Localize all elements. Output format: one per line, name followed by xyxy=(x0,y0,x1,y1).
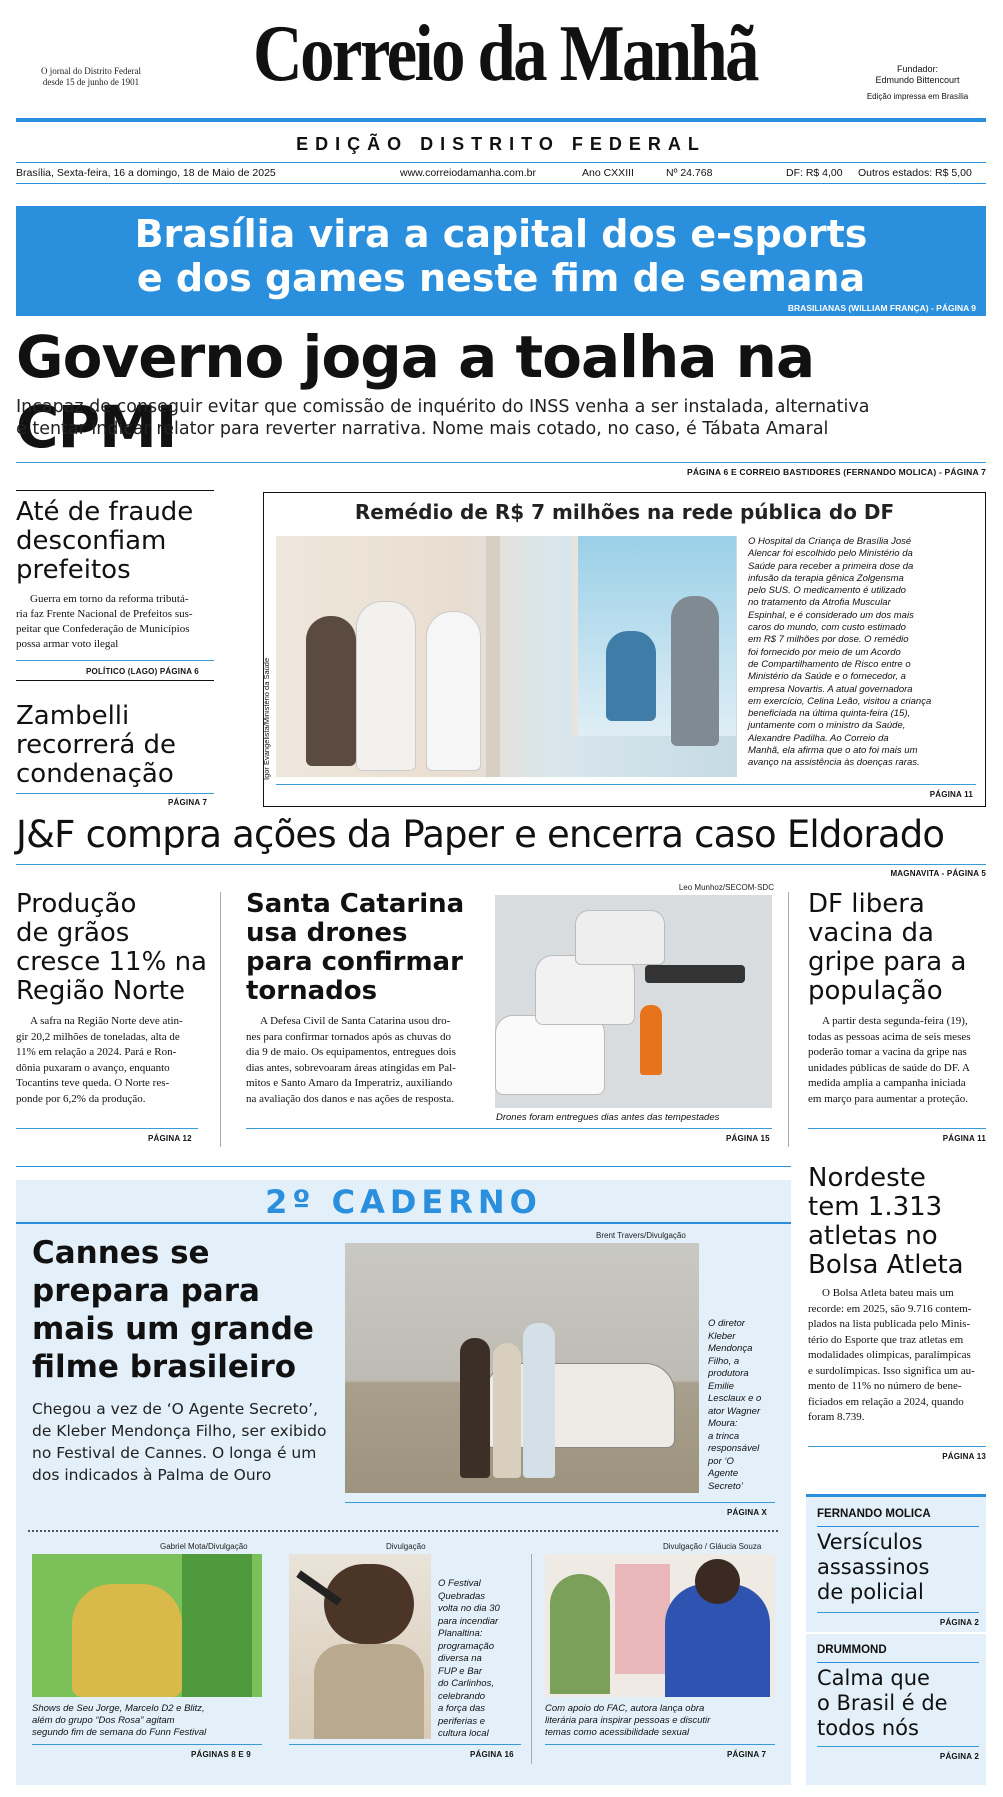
molica-ref[interactable]: PÁGINA 2 xyxy=(939,1618,979,1627)
photo-author-head xyxy=(695,1559,740,1604)
cannes-photo xyxy=(345,1243,699,1493)
fac-caption-l2: literária para inspirar pessoas e discutir xyxy=(545,1715,711,1726)
cannes-caption-l13: Agente xyxy=(708,1468,739,1479)
nordeste-headline-l3: atletas no xyxy=(808,1221,938,1251)
photo-illustration xyxy=(615,1564,670,1674)
remedio-caption-l19: avanço na assistência às doenças raras. xyxy=(748,757,920,769)
nordeste-body-l4: tério do Esporte que traz atletas em xyxy=(808,1333,964,1346)
molica-rule xyxy=(817,1612,979,1613)
zambelli-headline-l1: Zambelli xyxy=(16,701,130,731)
edition-label: EDIÇÃO DISTRITO FEDERAL xyxy=(296,134,706,154)
masthead-founder xyxy=(860,64,975,86)
photo-wall-frame xyxy=(486,536,500,777)
caderno-rule xyxy=(16,1222,791,1224)
fraude-headline-l2: desconfiam xyxy=(16,526,167,556)
cannes-caption-l5: produtora xyxy=(708,1368,749,1379)
quebradas-photo xyxy=(289,1554,431,1739)
fac-caption-l3: temas como acessibilidade sexual xyxy=(545,1727,690,1738)
zambelli-headline[interactable] xyxy=(16,702,216,789)
drones-credit: Leo Munhoz/SECOM-SDC xyxy=(678,883,774,892)
quebradas-caption-l5: Planaltina: xyxy=(438,1628,483,1639)
drones-photo xyxy=(495,895,772,1108)
quebradas-caption-l3: volta no dia 30 xyxy=(438,1603,500,1614)
zambelli-headline-l3: condenação xyxy=(16,759,174,789)
nordeste-body-l7: mento de 11% no número de bene- xyxy=(808,1380,962,1392)
nordeste-body-l6: e surdolímpicas. Isso significa um au- xyxy=(808,1364,975,1377)
fac-rule xyxy=(545,1744,775,1745)
cannes-deck-l3: no Festival de Cannes. O longa é um xyxy=(32,1444,317,1462)
cannes-ref[interactable]: PÁGINA X xyxy=(727,1508,767,1517)
cannes-headline[interactable] xyxy=(32,1234,352,1386)
fac-ref[interactable]: PÁGINA 7 xyxy=(727,1750,767,1759)
masthead-rule xyxy=(16,118,986,122)
vacina-headline-l4: população xyxy=(808,976,943,1006)
drones-body-l4: dias antes, sobrevoaram áreas atingidas em Pal- xyxy=(246,1061,456,1074)
fraude-headline[interactable] xyxy=(16,498,216,585)
remedio-photo xyxy=(276,536,737,777)
drummond-label-rule xyxy=(817,1662,979,1663)
graos-body-l4: dônia puxaram o avanço, enquanto xyxy=(16,1061,170,1074)
vacina-body-l1: A partir desta segunda-feira (19), xyxy=(822,1015,968,1027)
remedio-caption-l12: Ministério da Saúde e o fornecedor, a xyxy=(748,671,906,683)
column-divider-1 xyxy=(220,892,221,1147)
drones-headline-l2: usa drones xyxy=(246,918,408,948)
graos-body-l1: A safra na Região Norte deve atin- xyxy=(30,1015,183,1027)
drummond-rule xyxy=(817,1746,979,1747)
quebradas-rule xyxy=(289,1744,521,1745)
cannes-headline-l1: Cannes se xyxy=(32,1235,210,1271)
issue-date: Brasília, Sexta-feira, 16 a domingo, 18 de Maio de 2025 xyxy=(16,167,276,179)
banner-line2: e dos games neste fim de semana xyxy=(136,256,866,300)
fraude-body xyxy=(16,592,216,652)
cannes-headline-l3: mais um grande xyxy=(32,1311,314,1347)
column-divider-3 xyxy=(531,1554,532,1764)
cannes-caption-l1: O diretor xyxy=(708,1318,745,1329)
funn-caption-l3: segundo fim de semana do Funn Festival xyxy=(32,1727,207,1738)
drummond-label: DRUMMOND xyxy=(817,1644,887,1656)
remedio-caption-l15: beneficiada na última quinta-feira (15), xyxy=(748,708,911,720)
remedio-caption-l16: juntamente com o ministro da Saúde, xyxy=(748,720,906,732)
cannes-rule xyxy=(345,1502,775,1503)
drones-ref[interactable]: PÁGINA 15 xyxy=(726,1134,770,1143)
nordeste-body-l8: ficiados em relação a 2024, quando xyxy=(808,1395,964,1408)
lead-deck xyxy=(16,396,986,440)
graos-body-l2: gir 20,2 milhões de toneladas, alta de xyxy=(16,1030,180,1043)
cannes-caption-l12: por ‘O xyxy=(708,1455,734,1467)
remedio-rule xyxy=(276,784,976,785)
drummond-title[interactable] xyxy=(817,1666,982,1741)
nordeste-body-l5: modalidades olímpicas, paralímpicas xyxy=(808,1349,971,1361)
issue-info-bar xyxy=(16,166,986,182)
funn-rule xyxy=(32,1744,262,1745)
remedio-caption-l8: caros do mundo, com custo estimado xyxy=(748,622,906,634)
quebradas-caption-l6: programação xyxy=(438,1640,494,1652)
remedio-caption-l4: infusão da terapia gênica Zolgensma xyxy=(748,572,904,584)
masthead-note-line1: O jornal do Distrito Federal xyxy=(41,66,141,76)
fac-caption-l1: Com apoio do FAC, autora lança obra xyxy=(545,1703,705,1714)
remedio-caption-l5: pelo SUS. O medicamento é utilizado xyxy=(748,585,906,597)
nordeste-headline-l1: Nordeste xyxy=(808,1163,926,1193)
drones-body xyxy=(246,1014,486,1107)
nordeste-body-l2: recorde: em 2025, são 9.716 contem- xyxy=(808,1302,972,1315)
newspaper-title[interactable]: Correio da Manhã xyxy=(252,10,758,98)
drones-body-l3: dia 9 de maio. Os equipamentos, entregues dois xyxy=(246,1046,456,1058)
remedio-caption-l18: Manhã, ela afirma que o ato foi mais um xyxy=(748,745,918,757)
graos-body-l5: Tocantins teve queda. O Norte res- xyxy=(16,1077,170,1089)
remedio-caption-l13: empresa Novartis. A atual governadora xyxy=(748,683,913,695)
cannes-caption-l8: ator Wagner xyxy=(708,1405,761,1417)
molica-title-l2: assassinos xyxy=(817,1555,930,1579)
fraude-headline-l1: Até de fraude xyxy=(16,497,194,527)
remedio-ref[interactable]: PÁGINA 11 xyxy=(929,790,973,799)
quebradas-caption-l11: a força das xyxy=(438,1703,485,1714)
cannes-headline-l2: prepara para xyxy=(32,1273,260,1309)
molica-label-rule xyxy=(817,1526,979,1527)
quebradas-caption-l13: cultura local xyxy=(438,1728,489,1739)
fac-caption xyxy=(545,1703,780,1739)
graos-body xyxy=(16,1014,216,1107)
fac-credit: Divulgação / Gláucia Souza xyxy=(663,1542,762,1551)
remedio-caption-l9: em R$ 7 milhões por dose. O remédio xyxy=(748,634,909,646)
fraude-top-rule xyxy=(16,490,214,491)
photo-car-1 xyxy=(495,1015,605,1095)
issue-year: Ano CXXIII xyxy=(582,167,634,179)
quebradas-caption xyxy=(438,1578,533,1741)
remedio-caption-l14: em exercício, Celina Leão, visitou a criança xyxy=(748,695,932,707)
zambelli-ref[interactable]: PÁGINA 7 xyxy=(168,798,208,807)
price-df: DF: R$ 4,00 xyxy=(786,167,843,179)
fraude-headline-l3: prefeitos xyxy=(16,555,131,585)
molica-title-l3: de policial xyxy=(817,1580,924,1604)
quebradas-caption-l4: para incendiar xyxy=(438,1615,499,1627)
price-other: Outros estados: R$ 5,00 xyxy=(858,167,972,179)
photo-person-2 xyxy=(356,601,416,771)
photo-person-1 xyxy=(306,616,356,766)
funn-photo xyxy=(32,1554,262,1697)
masthead-note-line2: desde 15 de junho de 1901 xyxy=(42,77,140,87)
quebradas-caption-l7: diversa na xyxy=(438,1653,482,1664)
fraude-body-l4: possa armar voto ilegal xyxy=(16,638,119,650)
quebradas-credit: Divulgação xyxy=(386,1542,426,1551)
photo-plant xyxy=(550,1574,610,1694)
remedio-caption-l17: Alexandre Padilha. Ao Correio da xyxy=(748,732,889,744)
fraude-body-l2: ria faz Frente Nacional de Prefeitos sus- xyxy=(16,608,193,620)
molica-top-rule xyxy=(806,1494,986,1497)
info-rule xyxy=(16,183,986,184)
drones-headline[interactable] xyxy=(246,890,486,1006)
molica-label: FERNANDO MOLICA xyxy=(817,1508,931,1520)
caderno-dotted-rule xyxy=(28,1530,778,1532)
drones-rule xyxy=(246,1128,772,1129)
cannes-caption-l7: Lesclaux e o xyxy=(708,1393,762,1404)
drummond-title-l3: todos nós xyxy=(817,1716,919,1740)
fraude-ref[interactable]: POLÍTICO (LAGO) PÁGINA 6 xyxy=(86,667,199,676)
funn-caption-l1: Shows de Seu Jorge, Marcelo D2 e Blitz, xyxy=(32,1703,205,1714)
masthead-left-note xyxy=(26,66,156,88)
funn-caption xyxy=(32,1703,272,1739)
vacina-ref[interactable]: PÁGINA 11 xyxy=(942,1134,986,1143)
cannes-deck xyxy=(32,1398,352,1486)
vacina-body-l2: todas as pessoas acima de seis meses xyxy=(808,1030,971,1043)
quebradas-caption-l2: Quebradas xyxy=(438,1590,486,1602)
lead-deck-line2: é tentar indicar relator para reverter narrativa. Nome mais cotado, no caso, é Tábata Amaral xyxy=(16,419,829,439)
remedio-caption xyxy=(748,536,980,770)
remedio-title[interactable]: Remédio de R$ 7 milhões na rede pública do DF xyxy=(354,500,895,524)
molica-title-l1: Versículos xyxy=(817,1530,923,1554)
website-link[interactable]: www.correiodamanha.com.br xyxy=(400,167,536,179)
lead-ref[interactable]: PÁGINA 6 E CORREIO BASTIDORES (FERNANDO MOLICA) - PÁGINA 7 xyxy=(686,467,986,477)
cannes-caption-l3: Mendonça xyxy=(708,1343,753,1354)
drones-body-l6: na avaliação dos danos e nas ações de resposta. xyxy=(246,1092,455,1105)
photo-person-a xyxy=(460,1338,490,1478)
quebradas-ref[interactable]: PÁGINA 16 xyxy=(470,1750,514,1759)
quebradas-caption-l12: periferias e xyxy=(438,1715,485,1727)
graos-headline[interactable] xyxy=(16,890,216,1006)
graos-headline-l3: cresce 11% na xyxy=(16,947,207,977)
nordeste-ref[interactable]: PÁGINA 13 xyxy=(942,1452,986,1461)
photo-car-3 xyxy=(575,910,665,965)
drones-body-l5: mitos e Santo Amaro da Imperatriz, auxiliando xyxy=(246,1077,453,1089)
banner-ref: BRASILIANAS (WILLIAM FRANÇA) - PÁGINA 9 xyxy=(787,303,976,313)
cannes-deck-l2: de Kleber Mendonça Filho, ser exibido xyxy=(32,1422,327,1440)
drones-headline-l3: para confirmar xyxy=(246,947,463,977)
photo-performer xyxy=(72,1584,182,1697)
nordeste-body xyxy=(808,1286,993,1426)
jf-ref[interactable]: MAGNAVITA - PÁGINA 5 xyxy=(890,869,986,878)
vacina-body-l4: unidades públicas de saúde do DF. A xyxy=(808,1061,970,1074)
remedio-photo-credit: Igor Evangelista/Ministério da Saúde xyxy=(262,657,271,780)
photo-door xyxy=(182,1554,252,1697)
fac-photo xyxy=(545,1554,775,1697)
remedio-caption-l11: de Compartilhamento de Risco entre o xyxy=(748,658,911,670)
fraude-body-l3: peitar que Confederação de Municípios xyxy=(16,623,190,635)
fraude-body-l1: Guerra em torno da reforma tributá- xyxy=(30,593,189,605)
jf-rule xyxy=(16,864,986,865)
vacina-headline-l3: gripe para a xyxy=(808,947,967,977)
vacina-body-l6: em março para aumentar a proteção. xyxy=(808,1092,969,1105)
cannes-headline-l4: filme brasileiro xyxy=(32,1349,297,1385)
cannes-caption-l9: Moura: xyxy=(708,1418,738,1429)
nordeste-body-l9: foram 8.739. xyxy=(808,1411,865,1423)
graos-headline-l4: Região Norte xyxy=(16,976,185,1006)
edition-rule xyxy=(16,162,986,163)
graos-ref[interactable]: PÁGINA 12 xyxy=(148,1134,192,1143)
quebradas-caption-l10: celebrando xyxy=(438,1690,486,1702)
nordeste-body-l1: O Bolsa Atleta bateu mais um xyxy=(822,1287,954,1299)
remedio-caption-l3: Saúde para receber a primeira dose da xyxy=(748,560,914,572)
photo-person-5 xyxy=(671,596,719,746)
drummond-title-l2: o Brasil é de xyxy=(817,1691,948,1715)
molica-title[interactable] xyxy=(817,1530,982,1605)
photo-car-2 xyxy=(535,955,635,1025)
drones-body-l1: A Defesa Civil de Santa Catarina usou dro- xyxy=(260,1015,451,1027)
photo-person-b xyxy=(493,1343,521,1478)
print-edition-note: Edição impressa em Brasília xyxy=(866,92,969,101)
nordeste-headline-l4: Bolsa Atleta xyxy=(808,1250,964,1280)
photo-operator xyxy=(640,1005,662,1075)
fraude-rule xyxy=(16,660,214,661)
zambelli-rule xyxy=(16,793,214,794)
lead-headline[interactable]: Governo joga a toalha na CPMI xyxy=(16,323,815,461)
cannes-credit: Brent Travers/Divulgação xyxy=(596,1231,686,1240)
vacina-body xyxy=(808,1014,993,1107)
drones-headline-l1: Santa Catarina xyxy=(246,889,465,919)
graos-headline-l1: Produção xyxy=(16,889,137,919)
graos-body-l6: ponde por 6,2% da produção. xyxy=(16,1092,146,1105)
vacina-body-l5: medida amplia a campanha iniciada xyxy=(808,1077,966,1089)
quebradas-caption-l1: O Festival xyxy=(438,1578,481,1589)
cannes-deck-l1: Chegou a vez de ‘O Agente Secreto’, xyxy=(32,1400,319,1418)
issue-number: Nº 24.768 xyxy=(666,167,713,179)
drummond-ref[interactable]: PÁGINA 2 xyxy=(939,1752,979,1761)
zambelli-headline-l2: recorrerá de xyxy=(16,730,177,760)
fraude-bottom-rule xyxy=(16,680,214,681)
cannes-caption-l2: Kleber xyxy=(708,1330,736,1342)
photo-drone xyxy=(645,965,745,983)
nordeste-body-l3: plados na lista publicada pelo Minis- xyxy=(808,1318,971,1330)
remedio-caption-l7: Espinhal, e é considerado um dos mais xyxy=(748,609,914,621)
remedio-caption-l1: O Hospital da Criança de Brasília José xyxy=(748,536,912,547)
founder-name: Edmundo Bittencourt xyxy=(875,75,960,85)
photo-person-4 xyxy=(606,631,656,721)
funn-credit: Gabriel Mota/Divulgação xyxy=(160,1542,248,1551)
cannes-caption-l10: a trinca xyxy=(708,1430,740,1442)
drummond-top-rule xyxy=(806,1632,986,1634)
vacina-body-l3: poderão tomar a vacina da gripe nas xyxy=(808,1046,967,1058)
remedio-caption-l10: foi fornecido por meio de um Acordo xyxy=(748,646,901,658)
vacina-headline[interactable] xyxy=(808,890,988,1006)
esports-banner[interactable] xyxy=(16,206,986,316)
remedio-caption-l6: no tratamento da Atrofia Muscular xyxy=(748,597,891,609)
cannes-caption-l4: Filho, a xyxy=(708,1355,740,1367)
remedio-caption-l2: Alencar foi escolhido pelo Ministério da xyxy=(748,548,913,560)
drones-body-l2: nes para confirmar tornados após as chuvas do xyxy=(246,1030,451,1043)
drones-headline-l4: tornados xyxy=(246,976,378,1006)
column-divider-2 xyxy=(788,892,789,1147)
drones-caption: Drones foram entregues dias antes das tempestades xyxy=(496,1112,720,1123)
caderno-label[interactable]: 2º CADERNO xyxy=(265,1183,542,1221)
drummond-title-l1: Calma que xyxy=(817,1666,930,1690)
quebradas-caption-l9: do Carlinhos, xyxy=(438,1678,494,1689)
funn-ref[interactable]: PÁGINAS 8 E 9 xyxy=(191,1750,251,1759)
vacina-rule xyxy=(808,1128,986,1129)
nordeste-headline-l2: tem 1.313 xyxy=(808,1192,943,1222)
banner-line1: Brasília vira a capital dos e-sports xyxy=(134,212,868,256)
photo-person-3 xyxy=(426,611,481,771)
quebradas-caption-l8: FUP e Bar xyxy=(438,1665,482,1677)
cannes-caption xyxy=(708,1318,788,1493)
vacina-headline-l1: DF libera xyxy=(808,889,925,919)
funn-caption-l2: além do grupo “Dos Rosa” agitam xyxy=(32,1715,175,1726)
photo-singer-body xyxy=(314,1644,424,1739)
cannes-caption-l11: responsável xyxy=(708,1443,760,1454)
cannes-caption-l6: Emilie xyxy=(708,1380,734,1392)
graos-rule xyxy=(16,1128,198,1129)
founder-label: Fundador: xyxy=(896,64,939,74)
cannes-deck-l4: dos indicados à Palma de Ouro xyxy=(32,1466,272,1484)
vacina-headline-l2: vacina da xyxy=(808,918,934,948)
nordeste-rule xyxy=(808,1446,986,1447)
graos-body-l3: 11% em relação a 2024. Pará e Ron- xyxy=(16,1046,177,1058)
lead-deck-line1: Incapaz de conseguir evitar que comissão de inquérito do INSS venha a ser instalada, alternativa xyxy=(16,397,870,417)
photo-person-c xyxy=(523,1323,555,1478)
lead-rule xyxy=(16,462,986,463)
graos-headline-l2: de grãos xyxy=(16,918,130,948)
section-rule xyxy=(16,1166,791,1167)
jf-headline[interactable]: J&F compra ações da Paper e encerra caso Eldorado xyxy=(16,813,945,856)
nordeste-headline[interactable] xyxy=(808,1164,988,1280)
cannes-caption-l14: Secreto’ xyxy=(708,1480,743,1492)
